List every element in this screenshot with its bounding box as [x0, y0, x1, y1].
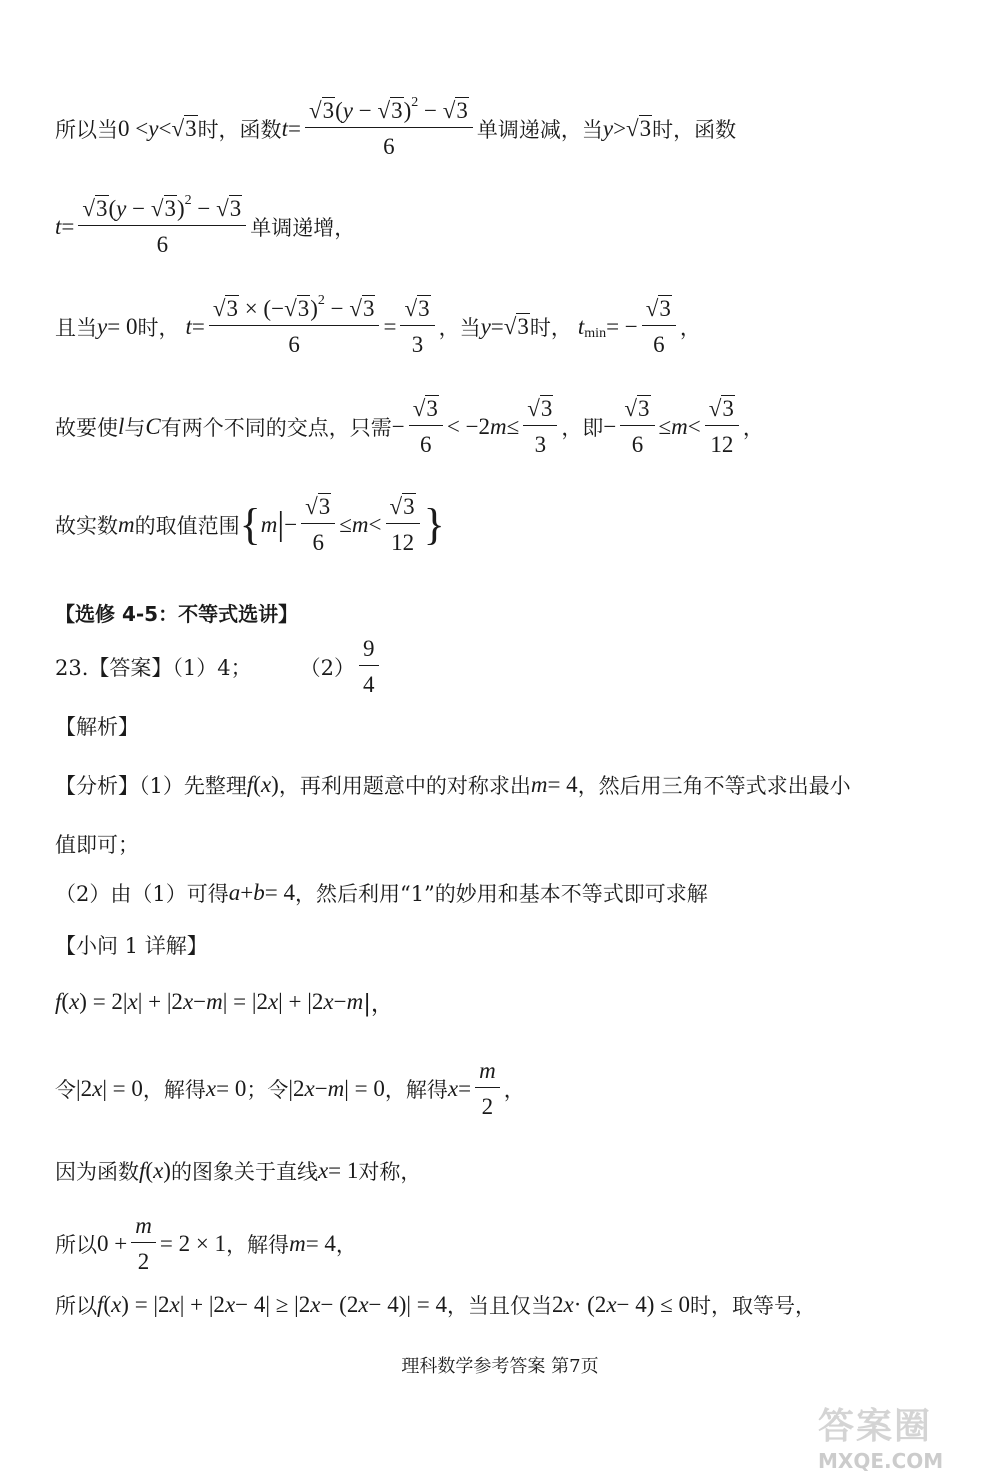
math-line-2: [55, 193, 356, 258]
math: −: [603, 414, 617, 439]
math-var: t: [281, 116, 288, 141]
math-var: x: [323, 988, 334, 1014]
math-var: x: [358, 1292, 369, 1317]
math: (: [103, 1292, 112, 1317]
math-var: a: [228, 880, 241, 905]
text: 【解析】: [55, 715, 139, 739]
math: =: [458, 1076, 472, 1101]
answer-part-2-label: （2）: [299, 656, 355, 680]
math: = 4: [547, 772, 578, 797]
math-var: x: [304, 1076, 315, 1101]
fraction: $\frac{m}{2}$: [475, 1058, 500, 1120]
text: 单调递减，当: [476, 118, 603, 142]
math: (: [61, 988, 70, 1014]
fraction: $\frac{√3}{3}$: [400, 296, 434, 358]
math: <: [687, 414, 701, 439]
text: 时，取等号，: [690, 1294, 817, 1318]
text: 时，: [137, 316, 180, 340]
math-var: x: [169, 1292, 180, 1317]
math: |，: [363, 991, 394, 1017]
math-var: m: [289, 1231, 306, 1256]
fraction: $\frac{√3}{6}$: [620, 396, 654, 458]
math-line-4: [55, 396, 764, 458]
fraction: $\frac{√3}{12}$: [386, 494, 420, 556]
math: = 2 × 1: [159, 1231, 227, 1256]
math: −: [391, 414, 405, 439]
math-var: l: [118, 414, 125, 439]
math: 2: [552, 1292, 564, 1317]
text: 单调递增，: [250, 216, 356, 240]
sqrt: √3: [626, 116, 652, 141]
math-var: x: [205, 1076, 217, 1101]
math: | + |2: [137, 988, 183, 1014]
text: ，解得: [226, 1233, 290, 1257]
math: |: [277, 506, 285, 543]
math: =: [490, 314, 504, 339]
math: < −2: [446, 414, 491, 439]
math-var: x: [260, 772, 272, 797]
math-var: x: [267, 988, 279, 1014]
math-var: x: [310, 1292, 321, 1317]
math-var: m: [118, 512, 135, 537]
math: ): [271, 772, 279, 797]
math-var: f: [246, 772, 254, 797]
fraction: $\frac{√3}{6}$: [301, 494, 335, 556]
text: 的取值范围: [134, 514, 240, 538]
text: 时，: [529, 316, 572, 340]
math: <: [158, 116, 172, 141]
text: 的图象关于直线: [170, 1160, 318, 1184]
math: |2: [76, 1076, 93, 1101]
math-var: x: [606, 1292, 617, 1317]
text: 【小问 1 详解】: [55, 934, 208, 958]
text: 对称，: [358, 1160, 422, 1184]
math: 0 <: [118, 116, 149, 141]
watermark-text: 答案圈: [818, 1406, 933, 1447]
section-title: 【选修 4-5：不等式选讲】: [55, 602, 299, 626]
math-var: t: [185, 314, 192, 339]
math: = 4: [264, 880, 295, 905]
math-var: m: [327, 1076, 345, 1101]
math-var: x: [69, 988, 80, 1014]
math: =: [191, 314, 205, 339]
text: ，: [742, 416, 764, 440]
subscript: min: [584, 326, 607, 341]
math: <: [368, 512, 382, 537]
math-var: x: [447, 1076, 459, 1101]
math: ): [163, 1158, 171, 1183]
fraction: $\frac{m}{2}$: [131, 1213, 156, 1275]
math-line-15: [55, 1213, 357, 1275]
analysis-line-3: [55, 878, 708, 908]
math: − 4| ≥ |2: [235, 1292, 311, 1317]
analysis-heading: [55, 711, 139, 741]
fraction: $\frac{√3}{12}$: [705, 396, 739, 458]
math-line-3: [55, 293, 701, 358]
math-var: x: [127, 988, 138, 1014]
math: −: [193, 988, 207, 1014]
fraction: $\frac{9}{4}$: [359, 636, 379, 698]
math-var: m: [260, 512, 278, 537]
fraction: $\frac{√3 \times (-√3)^2 - √3}{6}$: [209, 296, 380, 358]
math: (: [145, 1158, 154, 1183]
math: = 1: [328, 1158, 359, 1183]
math: ) = 2|: [79, 988, 128, 1014]
text: 有两个不同的交点，只需: [160, 416, 392, 440]
text: 令: [55, 1078, 76, 1102]
text: ，当且仅当: [447, 1294, 553, 1318]
math: (: [253, 772, 261, 797]
math-line-5: [55, 494, 445, 556]
page-footer: 理科数学参考答案 第7页: [401, 1356, 599, 1377]
math-var: m: [671, 414, 688, 439]
watermark-logo: [818, 1398, 988, 1473]
text: 所以: [55, 1294, 97, 1318]
math-var: t: [55, 214, 62, 239]
math: = −: [606, 314, 638, 339]
text: ，: [335, 1233, 357, 1257]
sqrt: √3: [503, 314, 529, 339]
text: ，即: [561, 416, 604, 440]
math: ≤: [658, 414, 672, 439]
text: ，然后利用“1”的妙用和基本不等式即可求解: [294, 882, 708, 906]
analysis-line-2: [55, 829, 139, 859]
math: − (2: [320, 1292, 359, 1317]
math-line-1: [55, 95, 737, 160]
math-var: x: [92, 1076, 103, 1101]
math-var: m: [490, 414, 507, 439]
text: 时，函数: [652, 118, 737, 142]
sqrt: √3: [171, 116, 197, 141]
math-var: f: [97, 1292, 104, 1317]
math-line-14: [55, 1156, 421, 1186]
math: = 0: [216, 1076, 247, 1101]
answer-part-1: 23.【答案】（1）4；: [55, 656, 252, 680]
math: = 4: [305, 1231, 336, 1256]
math: − 4)| = 4: [368, 1292, 448, 1317]
math-var: y: [602, 116, 614, 141]
text: ，再利用题意中的对称求出: [278, 774, 531, 798]
math-var: f: [55, 988, 62, 1014]
text: ，当: [438, 316, 481, 340]
fraction: $\frac{√3(y - √3)^2 - √3}{6}$: [78, 196, 246, 258]
text: 因为函数: [55, 1160, 139, 1184]
math: | = 0: [102, 1076, 143, 1101]
math-line-13: [55, 1058, 525, 1120]
answer-line: [55, 636, 383, 698]
fraction: $\frac{√3}{3}$: [523, 396, 557, 458]
math-var: C: [145, 414, 161, 439]
math: −: [314, 1076, 328, 1101]
math-var: m: [206, 988, 223, 1014]
math-var: m: [351, 512, 369, 537]
math-var: m: [530, 772, 548, 797]
math: ≤: [339, 512, 352, 537]
math-var: m: [346, 988, 364, 1014]
math: · (2: [573, 1292, 607, 1317]
brace-left: {: [239, 500, 261, 549]
text: 值即可；: [55, 833, 139, 857]
math: | + |2: [278, 988, 324, 1014]
fraction: $\frac{√3}{6}$: [642, 296, 676, 358]
math: − 4) ≤ 0: [616, 1292, 691, 1317]
math: 0 +: [97, 1231, 128, 1256]
text: ，: [679, 316, 701, 340]
math: −: [284, 512, 298, 537]
text: 故要使: [55, 416, 118, 440]
fraction: $\frac{√3}{6}$: [409, 396, 443, 458]
math: ) = |2: [121, 1292, 170, 1317]
subquestion-heading: [55, 930, 208, 960]
math-var: y: [148, 116, 159, 141]
text: ，: [503, 1078, 525, 1102]
math-var: x: [563, 1292, 574, 1317]
text: （2）由（1）可得: [55, 882, 229, 906]
section-heading: [55, 598, 298, 627]
math-var: y: [480, 314, 491, 339]
text: ；令: [246, 1078, 289, 1102]
math: | = 0: [344, 1076, 385, 1101]
math-line-16: [55, 1290, 816, 1320]
math: | + |2: [179, 1292, 225, 1317]
math: = 0: [107, 314, 138, 339]
math: =: [61, 214, 75, 239]
brace-right: }: [423, 500, 445, 549]
math-var: b: [253, 880, 265, 905]
math: +: [240, 880, 254, 905]
math: |2: [288, 1076, 305, 1101]
math-var: f: [139, 1158, 146, 1183]
math-var: x: [182, 988, 194, 1014]
math-var: x: [317, 1158, 329, 1183]
text: 【分析】（1）先整理: [55, 774, 247, 798]
text: 所以: [55, 1233, 97, 1257]
math-var: x: [111, 1292, 122, 1317]
text: ，解得: [142, 1078, 206, 1102]
math-var: y: [97, 314, 108, 339]
text: ，解得: [384, 1078, 448, 1102]
fraction: $\frac{√3(y - √3)^2 - √3}{6}$: [305, 98, 473, 160]
math-line-12: [55, 985, 394, 1018]
text: 且当: [55, 316, 97, 340]
math: ≤: [506, 414, 520, 439]
math-var: x: [153, 1158, 164, 1183]
watermark-url: MXQE.COM: [818, 1449, 944, 1473]
analysis-line-1: [55, 770, 851, 800]
text: 与: [124, 416, 146, 440]
math: >: [613, 116, 627, 141]
text: 时，函数: [197, 118, 282, 142]
math: =: [383, 314, 397, 339]
math-var: x: [224, 1292, 236, 1317]
math: −: [333, 988, 347, 1014]
text: ，然后用三角不等式求出最小: [577, 774, 851, 798]
text: 所以当: [55, 118, 118, 142]
math-var: t: [577, 314, 585, 339]
text: 故实数: [55, 514, 118, 538]
math: =: [287, 116, 301, 141]
math: | = |2: [222, 988, 268, 1014]
